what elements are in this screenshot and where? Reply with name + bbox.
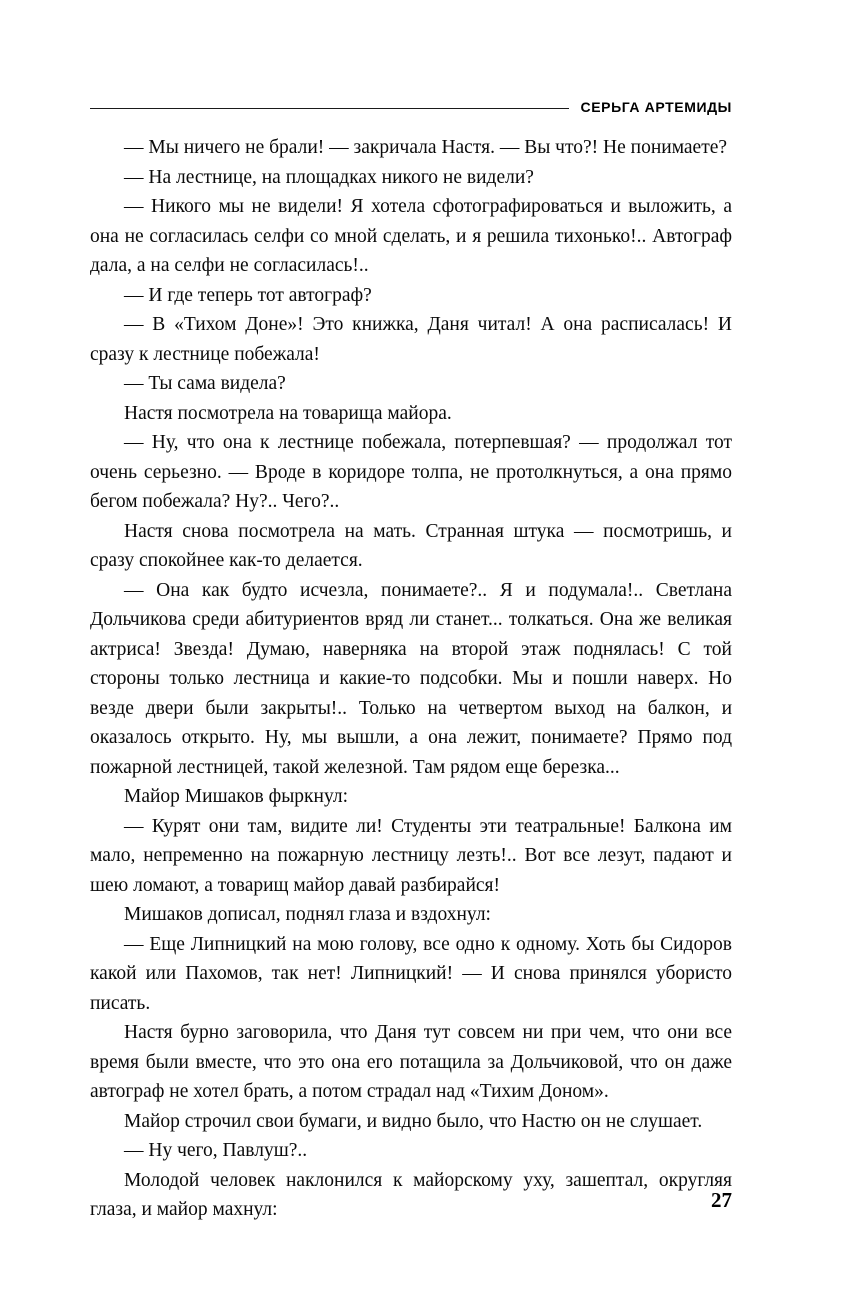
paragraph: — Ну, что она к лестнице побежала, потерпевшая? — продолжал тот очень серьезно. — Вроде в коридоре толпа, не протолкнуться, а она прямо бегом побежала? Ну?.. Чего?.. [90,432,732,512]
page-number: 27 [711,1188,732,1212]
paragraph: Настя снова посмотрела на мать. Странная штука — посмотришь, и сразу спокойнее как-то делается. [90,520,732,571]
paragraph: Настя бурно заговорила, что Даня тут совсем ни при чем, что они все время были вместе, что это она его потащила за Дольчиковой, что он даже автограф не хотел брать, а потом страдал над «Тихим Доном». [90,1022,732,1102]
paragraph: — Она как будто исчезла, понимаете?.. Я и подумала!.. Светлана Дольчикова среди абитуриентов вряд ли станет... толкаться. Она же великая актриса! Звезда! Думаю, наверняка на второй этаж поднялась! С той стороны только лестница и какие-то подсобки. Мы и пошли наверх. Но везде двери были закрыты!.. Только на четвертом выход на балкон, и оказалось открыто. Ну, мы вышли, а она лежит, понимаете? Прямо под пожарной лестницей, такой железной. Там рядом еще березка... [90,579,732,778]
paragraph: Мишаков дописал, поднял глаза и вздохнул: [124,904,491,925]
page-footer [90,1188,732,1213]
paragraph: — Курят они там, видите ли! Студенты эти театральные! Балкона им мало, непременно на пожарную лестницу лезть!.. Вот все лезут, падают и шею ломают, а товарищ майор давай разбирайся! [90,815,732,896]
page-text [90,133,732,1225]
paragraph: — Ты сама видела? [124,373,286,394]
paragraph: Майор Мишаков фыркнул: [124,786,349,807]
paragraph: — И где теперь тот автограф? [124,284,372,306]
paragraph: — Мы ничего не брали! — закричала Настя. — Вы что?! Не понимаете? [124,137,728,158]
header-title: СЕРЬГА АРТЕМИДЫ [580,99,732,115]
paragraph: — Ну чего, Павлуш?.. [124,1140,308,1161]
paragraph: Молодой человек наклонился к майорскому уху, зашептал, округляя глаза, и майор махнул: [90,1169,732,1220]
paragraph: — На лестнице, на площадках никого не видели? [124,166,534,188]
running-header [90,99,732,115]
paragraph: — Еще Липницкий на мою голову, все одно к одному. Хоть бы Сидоров какой или Пахомов, так нет! Липницкий! — И снова принялся убористо писать. [90,933,732,1014]
header-rule [90,108,569,110]
paragraph: — В «Тихом Доне»! Это книжка, Даня читал! А она расписалась! И сразу к лестнице побежала! [90,314,732,365]
paragraph: — Никого мы не видели! Я хотела сфотографироваться и выложить, а она не согласилась селфи со мной сделать, и я решила тихонько!.. Автограф дала, а на селфи не согласилась!.. [90,196,732,276]
paragraph: Майор строчил свои бумаги, и видно было, что Настю он не слушает. [124,1110,703,1132]
paragraph: Настя посмотрела на товарища майора. [124,402,452,424]
